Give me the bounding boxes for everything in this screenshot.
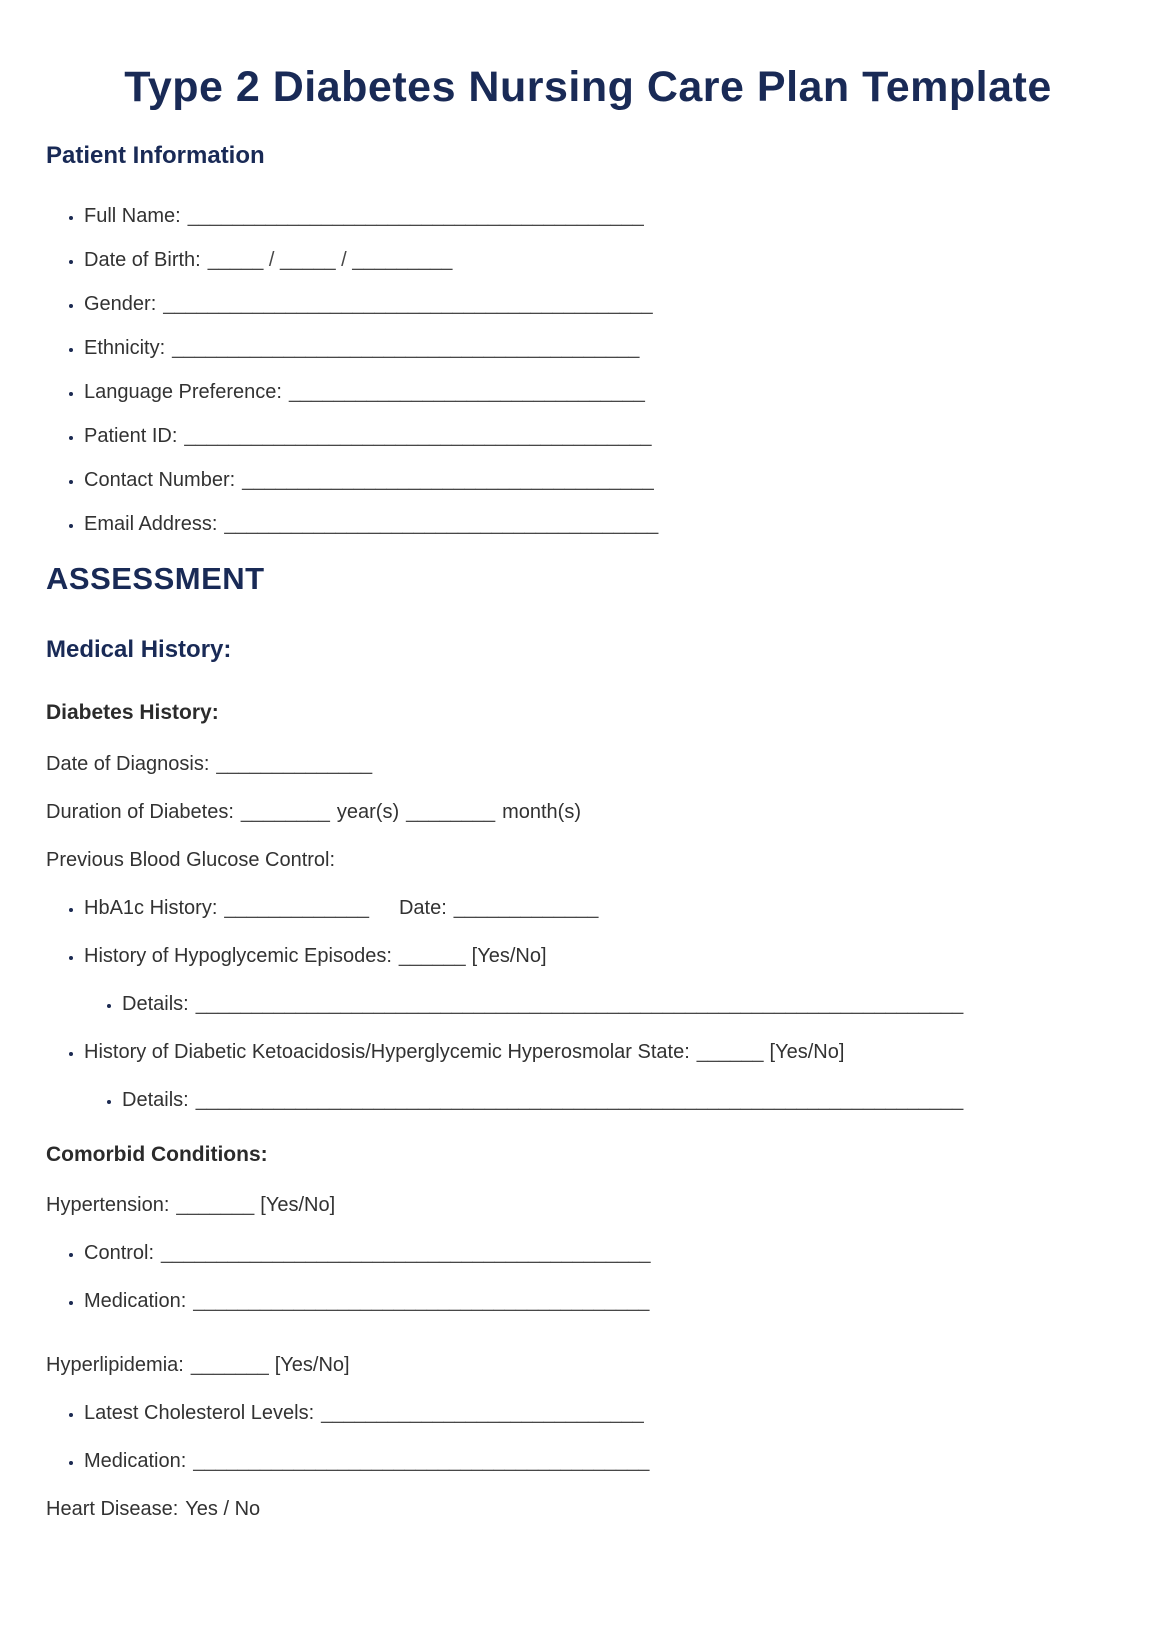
field-label: Latest Cholesterol Levels: — [84, 1401, 315, 1424]
field-label: Contact Number: — [84, 469, 236, 492]
field-label: History of Hypoglycemic Episodes: — [84, 944, 392, 967]
field-blank: __________________________________________ — [184, 425, 652, 448]
field-blank: _____________________________________________________________________ — [195, 1088, 964, 1111]
field-label: Hyperlipidemia: — [46, 1353, 184, 1376]
field-label: Details: — [122, 992, 189, 1015]
field-label: Email Address: — [84, 513, 218, 536]
field-label: Hypertension: — [46, 1193, 170, 1216]
field-blank: ______ — [696, 1040, 764, 1063]
hyperlipidemia-line — [46, 1341, 1130, 1389]
field-label: Language Preference: — [84, 381, 282, 404]
date-of-diagnosis-line — [46, 740, 1130, 788]
patient-information-heading: Patient Information — [46, 141, 265, 169]
field-label: Gender: — [84, 293, 157, 316]
medical-history-heading: Medical History: — [46, 635, 232, 663]
glucose-control-list — [46, 884, 1130, 1124]
field-email-address — [84, 502, 1130, 546]
field-label: Ethnicity: — [84, 337, 166, 360]
field-blank: ________ — [406, 800, 496, 823]
field-label: Date of Birth: — [84, 249, 201, 272]
field-blank: _____ / _____ / _________ — [207, 249, 453, 272]
field-date-of-birth — [84, 238, 1130, 282]
lipid-medication-line — [84, 1437, 1130, 1485]
field-label: Patient ID: — [84, 425, 178, 448]
field-blank: ________________________________ — [288, 381, 645, 404]
heart-disease-line — [46, 1485, 1130, 1533]
field-blank: _____________________________________________________________________ — [195, 992, 964, 1015]
field-gender — [84, 282, 1130, 326]
cholesterol-levels-line — [84, 1389, 1130, 1437]
field-language-preference — [84, 370, 1130, 414]
field-blank: _____________________________ — [321, 1401, 644, 1424]
yes-no-option: [Yes/No] — [260, 1193, 336, 1216]
field-blank: ______ — [398, 944, 466, 967]
field-contact-number — [84, 458, 1130, 502]
assessment-heading: ASSESSMENT — [46, 561, 265, 597]
field-blank: _________________________________________ — [187, 205, 644, 228]
hypertension-control-line — [84, 1229, 1130, 1277]
field-blank: ____________________________________________ — [161, 1241, 651, 1264]
yes-no-option: [Yes/No] — [769, 1040, 845, 1063]
hba1c-history-line — [84, 884, 1130, 932]
previous-glucose-control-heading: Previous Blood Glucose Control: — [46, 848, 336, 871]
field-blank: _____________ — [224, 896, 369, 919]
field-label: HbA1c History: — [84, 896, 218, 919]
ketoacidosis-details-line — [122, 1076, 1130, 1124]
comorbid-conditions-heading: Comorbid Conditions: — [46, 1142, 268, 1166]
hypertension-list — [46, 1229, 1130, 1325]
field-label: History of Diabetic Ketoacidosis/Hyperglycemic Hyperosmolar State: — [84, 1040, 690, 1063]
patient-information-list — [46, 194, 1130, 546]
field-label: Full Name: — [84, 205, 181, 228]
field-blank: ____________________________________________ — [163, 293, 653, 316]
field-blank: _____________________________________ — [242, 469, 654, 492]
field-label: Duration of Diabetes: — [46, 800, 234, 823]
field-patient-id — [84, 414, 1130, 458]
details-sublist — [84, 980, 1130, 1028]
field-blank: _______________________________________ — [224, 513, 659, 536]
details-sublist — [84, 1076, 1130, 1124]
field-blank: _______ — [176, 1193, 255, 1216]
page-title: Type 2 Diabetes Nursing Care Plan Template — [124, 63, 1052, 111]
date-label: Date: — [398, 896, 447, 919]
yes-no-option: [Yes/No] — [471, 944, 547, 967]
diabetes-history-heading: Diabetes History: — [46, 701, 219, 725]
hypoglycemic-details-line — [122, 980, 1130, 1028]
field-blank: _________________________________________ — [193, 1449, 650, 1472]
field-label: Medication: — [84, 1449, 187, 1472]
field-blank: _____________ — [453, 896, 599, 919]
hypertension-line — [46, 1181, 1130, 1229]
diabetes-history-block — [46, 740, 1130, 1124]
yes-no-option: Yes / No — [185, 1497, 261, 1520]
field-blank: ________ — [240, 800, 330, 823]
field-blank: _________________________________________ — [193, 1289, 650, 1312]
unit-label: month(s) — [502, 800, 581, 823]
ketoacidosis-line — [84, 1028, 1130, 1124]
duration-of-diabetes-line — [46, 788, 1130, 836]
field-label: Medication: — [84, 1289, 187, 1312]
field-blank: _______ — [190, 1353, 269, 1376]
field-label: Date of Diagnosis: — [46, 752, 210, 775]
field-blank: __________________________________________ — [172, 337, 640, 360]
hypoglycemic-episodes-line — [84, 932, 1130, 1028]
field-ethnicity — [84, 326, 1130, 370]
field-blank: ______________ — [216, 752, 373, 775]
field-label: Control: — [84, 1241, 155, 1264]
field-label: Details: — [122, 1088, 189, 1111]
unit-label: year(s) — [336, 800, 400, 823]
field-full-name — [84, 194, 1130, 238]
hyperlipidemia-list — [46, 1389, 1130, 1485]
hypertension-medication-line — [84, 1277, 1130, 1325]
field-label: Heart Disease: — [46, 1497, 179, 1520]
yes-no-option: [Yes/No] — [274, 1353, 350, 1376]
